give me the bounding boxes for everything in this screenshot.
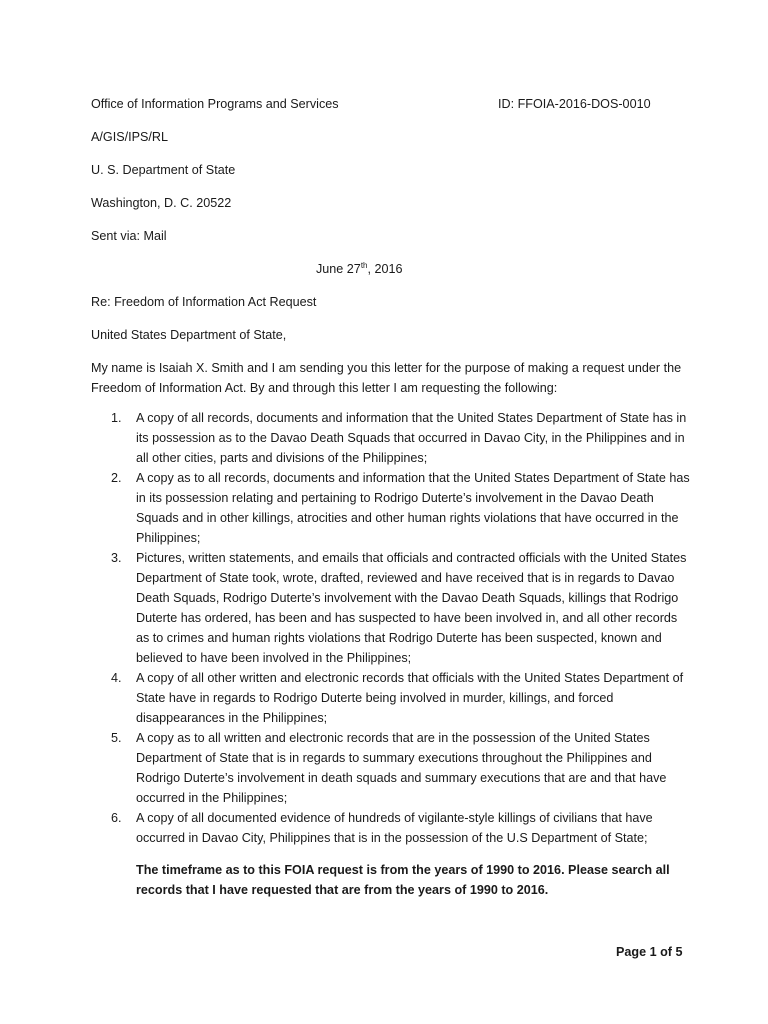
list-item-text: A copy as to all written and electronic records that are in the possession of the United States Department of State that is in regards to summary executions throughout the Philippines and Rodrigo Duterte’s involvement in death squads and summary executions that are and that have occurred in the Philippines; — [136, 731, 667, 805]
list-item-number: 1. — [111, 411, 122, 425]
list-item-text: Pictures, written statements, and emails that officials and contracted officials with the United States Department of State took, wrote, drafted, reviewed and have received that is in regards to Davao Death Squads, Rodrigo Duterte’s involvement with the Davao Death Squads, killings that Rodrigo Duterte has ordered, has been and has suspected to have been involved in, and all other records as to crimes and human rights violations that Rodrigo Duterte has been suspected, known and believed to have been involved in the Philippines; — [136, 551, 687, 665]
list-item-number: 4. — [111, 671, 122, 685]
request-list — [91, 408, 691, 848]
list-item-number: 5. — [111, 731, 122, 745]
salutation: United States Department of State, — [91, 328, 287, 342]
timeframe-paragraph: The timeframe as to this FOIA request is from the years of 1990 to 2016. Please search all records that I have requested that are from the years of 1990 to 2016. — [136, 863, 670, 897]
sent-via: Sent via: Mail — [91, 229, 167, 243]
date-suffix: th — [360, 260, 368, 270]
request-id: ID: FFOIA-2016-DOS-0010 — [498, 97, 651, 111]
list-item-text: A copy as to all records, documents and information that the United States Department of State has in its possession relating and pertaining to Rodrigo Duterte’s involvement in the Davao Death Squads and in other killings, atrocities and other human rights violations that have occurred in the Philippines; — [136, 471, 690, 545]
list-item-text: A copy of all records, documents and information that the United States Department of State has in its possession as to the Davao Death Squads that occurred in Davao City, in the Philippines and in all other cities, parts and divisions of the Philippines; — [136, 411, 687, 465]
intro-paragraph: My name is Isaiah X. Smith and I am sending you this letter for the purpose of making a request under the Freedom of Information Act. By and through this letter I am requesting the following: — [91, 361, 682, 395]
subject-line: Re: Freedom of Information Act Request — [91, 295, 317, 309]
list-item — [91, 668, 691, 728]
office-name: Office of Information Programs and Services — [91, 97, 339, 111]
list-item-number: 6. — [111, 811, 122, 825]
office-code: A/GIS/IPS/RL — [91, 130, 168, 144]
date-month-day: June 27 — [316, 262, 361, 276]
list-item-text: A copy of all documented evidence of hundreds of vigilante-style killings of civilians that have occurred in Davao City, Philippines that is in the possession of the U.S Department of State; — [136, 811, 653, 845]
date-year: , 2016 — [367, 262, 403, 276]
list-item-number: 2. — [111, 471, 122, 485]
letter-date — [316, 259, 403, 279]
list-item — [91, 808, 691, 848]
list-item — [91, 468, 691, 548]
list-item — [91, 548, 691, 668]
page-number: Page 1 of 5 — [616, 945, 683, 959]
department-name: U. S. Department of State — [91, 163, 236, 177]
list-item — [91, 408, 691, 468]
list-item-text: A copy of all other written and electronic records that officials with the United States Department of State have in regards to Rodrigo Duterte being involved in murder, killings, and forced disappearances in the Philippines; — [136, 671, 684, 725]
list-item — [91, 728, 691, 808]
list-item-number: 3. — [111, 551, 122, 565]
city-address: Washington, D. C. 20522 — [91, 196, 232, 210]
